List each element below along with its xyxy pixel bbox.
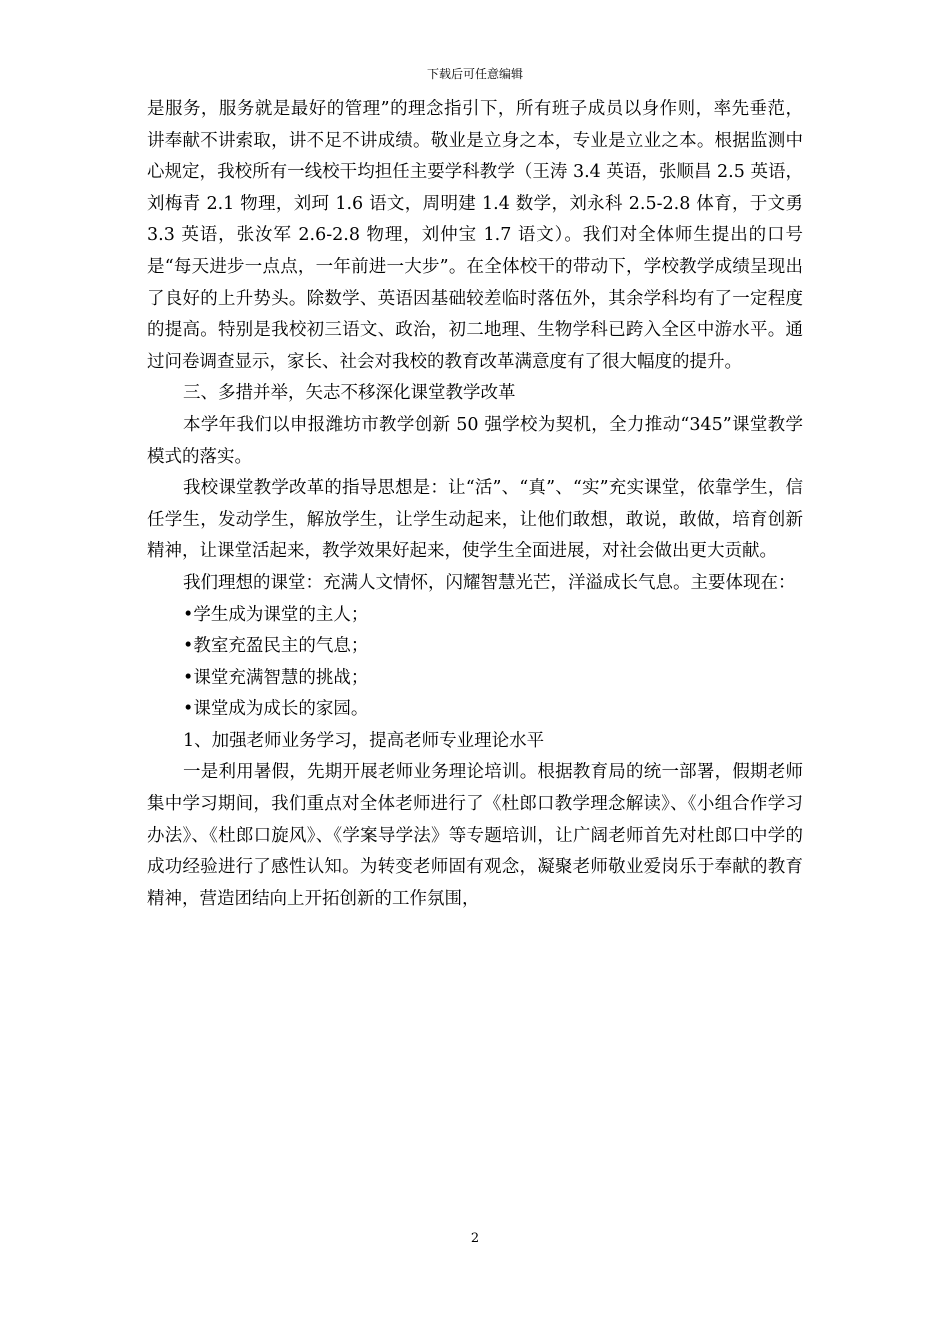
paragraph-ideal-classroom: 我们理想的课堂：充满人文情怀，闪耀智慧光芒，洋溢成长气息。主要体现在： <box>183 572 796 593</box>
subheading-teacher-study: 1、加强老师业务学习，提高老师专业理论水平 <box>183 730 545 751</box>
paragraph-teaching-model: 本学年我们以申报潍坊市教学创新 50 强学校为契机，全力推动“345”课堂教学模式的落实。 <box>147 414 803 467</box>
page-number: 2 <box>470 1231 480 1246</box>
section-heading-classroom-reform: 三、多措并举，矢志不移深化课堂教学改革 <box>183 383 516 404</box>
document-body <box>147 94 803 915</box>
page-header: 下载后可任意编辑 <box>426 67 523 81</box>
paragraph-leadership: 是服务，服务就是最好的管理”的理念指引下，所有班子成员以身作则，率先垂范，讲奉献不讲索取，讲不足不讲成绩。敬业是立身之本，专业是立业之本。根据监测中心规定，我校所有一线校干均担任主要学科教学（王涛 3.4 英语，张顺昌 2.5 英语，刘梅青 2.1 物理，刘珂 1.6 语文，周明建 1.4 数学，刘永科 2.5-2.8 体育，于文勇 3.3 英语，张汝军 2.6-2.8 物理，刘仲宝 1.7 语文）。我们对全体师生提出的口号是“每天进步一点点，一年前进一大步”。在全体校干的带动下，学校教学成绩呈现出了良好的上升势头。除数学、英语因基础较差临时落伍外，其余学科均有了一定程度的提高。特别是我校初三语文、政治，初二地理、生物学科已跨入全区中游水平。通过问卷调查显示，家长、社会对我校的教育改革满意度有了很大幅度的提升。 <box>147 99 803 372</box>
bullet-item: •课堂成为成长的家园。 <box>183 699 369 720</box>
bullet-item: •教室充盈民主的气息； <box>183 636 369 657</box>
paragraph-guiding-idea: 我校课堂教学改革的指导思想是：让“活”、“真”、“实”充实课堂，依靠学生，信任学生，发动学生，解放学生，让学生动起来，让他们敢想，敢说，敢做，培育创新精神，让课堂活起来，教学效果好起来，使学生全面进展，对社会做出更大贡献。 <box>147 478 803 562</box>
bullet-item: •课堂充满智慧的挑战； <box>183 667 369 688</box>
bullet-item: •学生成为课堂的主人； <box>183 604 369 625</box>
paragraph-summer-training: 一是利用暑假，先期开展老师业务理论培训。根据教育局的统一部署，假期老师集中学习期间，我们重点对全体老师进行了《杜郎口教学理念解读》、《小组合作学习办法》、《杜郎口旋风》、《学案导学法》等专题培训，让广阔老师首先对杜郎口中学的成功经验进行了感性认知。为转变老师固有观念，凝聚老师敬业爱岗乐于奉献的教育精神，营造团结向上开拓创新的工作氛围， <box>147 762 803 909</box>
